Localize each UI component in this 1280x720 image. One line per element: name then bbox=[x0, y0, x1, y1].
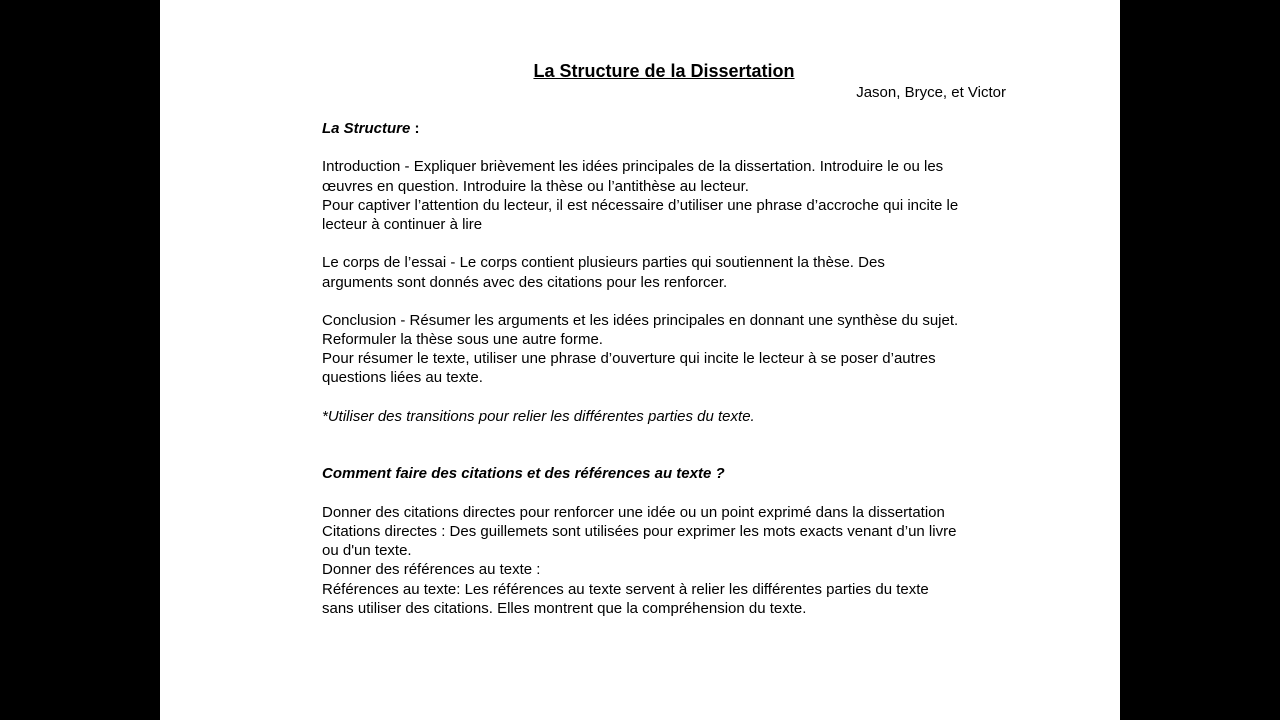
citations-heading: Comment faire des citations et des références au texte ? bbox=[322, 465, 725, 483]
paragraph-line: Références au texte: Les références au texte servent à relier les différentes parties du texte bbox=[322, 580, 929, 598]
document-title: La Structure de la Dissertation bbox=[533, 61, 795, 81]
body-paragraph bbox=[322, 253, 1012, 291]
transitions-note: *Utiliser des transitions pour relier les différentes parties du texte. bbox=[322, 407, 755, 425]
paragraph-line: lecteur à continuer à lire bbox=[322, 215, 483, 233]
paragraph-line: Pour captiver l’attention du lecteur, il est nécessaire d’utiliser une phrase d’accroche qui incite le bbox=[322, 196, 959, 214]
document-page bbox=[160, 0, 1120, 720]
paragraph-line: Conclusion - Résumer les arguments et les idées principales en donnant une synthèse du sujet. bbox=[322, 311, 959, 329]
structure-heading-colon: : bbox=[410, 120, 420, 137]
paragraph-line: questions liées au texte. bbox=[322, 369, 483, 387]
paragraph-line: ou d'un texte. bbox=[322, 542, 412, 560]
introduction-paragraph bbox=[322, 157, 1012, 234]
paragraph-line: Donner des citations directes pour renforcer une idée ou un point exprimé dans la dissertation bbox=[322, 503, 945, 521]
paragraph-line: Introduction - Expliquer brièvement les idées principales de la dissertation. Introduire le ou les bbox=[322, 158, 944, 176]
paragraph-line: Le corps de l’essai - Le corps contient plusieurs parties qui soutiennent la thèse. Des bbox=[322, 254, 885, 272]
paragraph-line: Pour résumer le texte, utiliser une phrase d’ouverture qui incite le lecteur à se poser d’autres bbox=[322, 350, 936, 368]
structure-heading bbox=[322, 119, 1012, 138]
paragraph-line: sans utiliser des citations. Elles montrent que la compréhension du texte. bbox=[322, 599, 807, 617]
document-authors: Jason, Bryce, et Victor bbox=[856, 84, 1006, 101]
paragraph-line: Donner des références au texte : bbox=[322, 561, 541, 579]
document-body bbox=[322, 119, 1012, 618]
paragraph-line: Citations directes : Des guillemets sont utilisées pour exprimer les mots exacts venant d’un livre bbox=[322, 522, 957, 540]
conclusion-paragraph bbox=[322, 311, 1012, 388]
paragraph-line: œuvres en question. Introduire la thèse ou l’antithèse au lecteur. bbox=[322, 177, 749, 195]
citations-paragraph bbox=[322, 503, 1012, 618]
structure-heading-text: La Structure bbox=[322, 120, 411, 137]
paragraph-line: Reformuler la thèse sous une autre forme. bbox=[322, 331, 603, 349]
paragraph-line: arguments sont donnés avec des citations pour les renforcer. bbox=[322, 273, 728, 291]
